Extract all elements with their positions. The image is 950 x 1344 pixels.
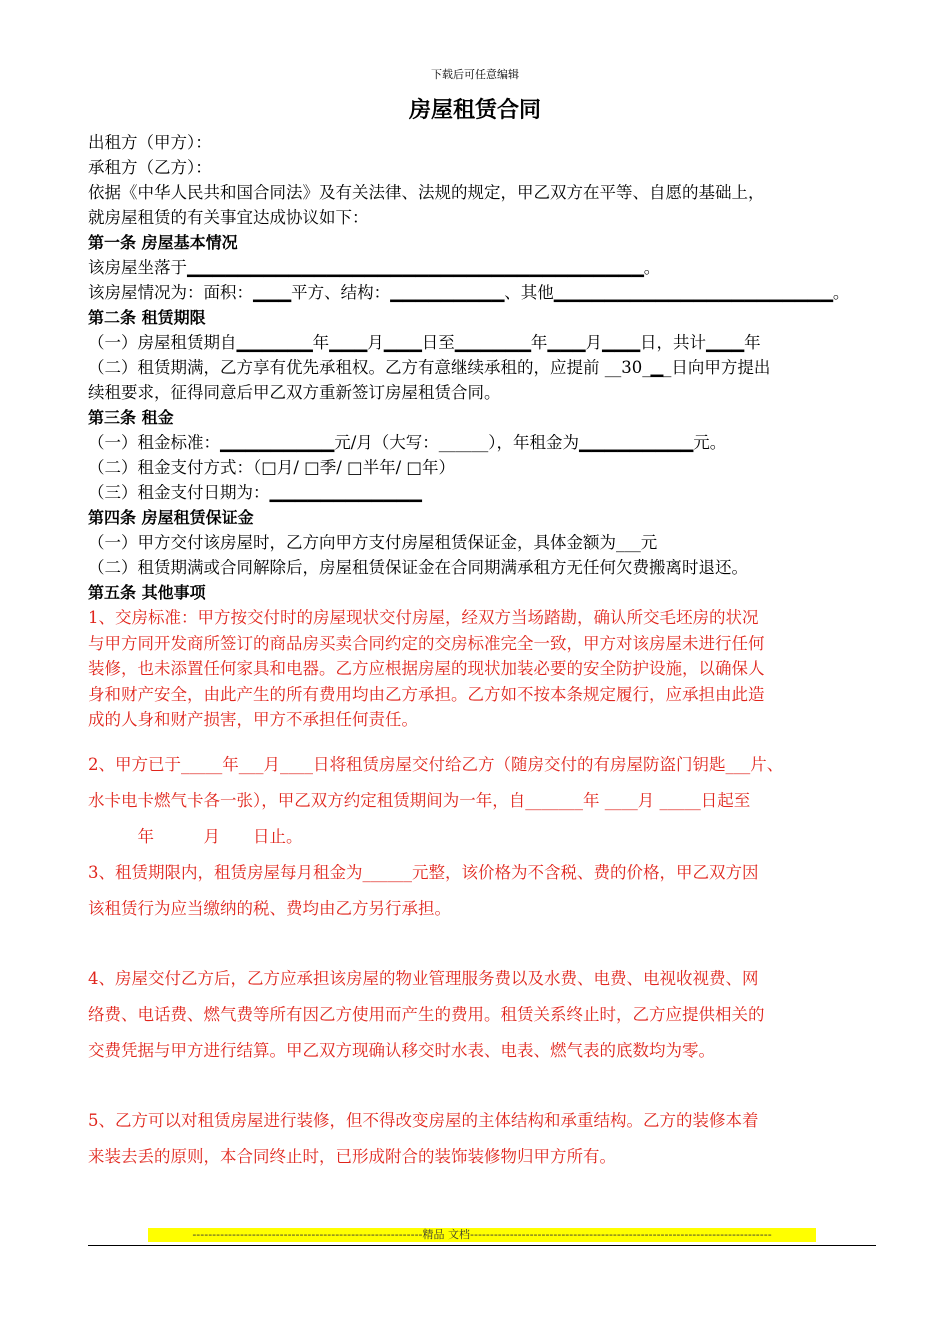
clause-line: （一）房屋租赁期自▁▁▁▁▁▁年▁▁▁月▁▁▁日至▁▁▁▁▁▁年▁▁▁月▁▁▁日，共计▁▁▁年 bbox=[88, 333, 761, 352]
other-matter-line: 3、租赁期限内，租赁房屋每月租金为______元整，该价格为不含税、费的价格，甲乙双方因 bbox=[88, 862, 759, 882]
other-matter-item bbox=[88, 961, 888, 1069]
other-matter-line: 身和财产安全，由此产生的所有费用均由乙方承担。乙方如不按本条规定履行，应承担由此造 bbox=[88, 684, 765, 704]
section-heading: 第一条 房屋基本情况 bbox=[88, 233, 238, 252]
other-matter-line: 2、甲方已于_____年___月____日将租赁房屋交付给乙方（随房交付的有房屋防盗门钥匙___片、 bbox=[88, 754, 784, 774]
clause-line: （二）租赁期满或合同解除后，房屋租赁保证金在合同期满承租方无任何欠费搬离时退还。 bbox=[88, 558, 748, 577]
clause-line: （一）甲方交付该房屋时，乙方向甲方支付房屋租赁保证金，具体金额为___元 bbox=[88, 533, 658, 552]
section-heading: 第三条 租金 bbox=[88, 408, 174, 427]
clause-line: 依据《中华人民共和国合同法》及有关法律、法规的规定，甲乙双方在平等、自愿的基础上， bbox=[88, 183, 765, 202]
clause-line: （二）租金支付方式：（□月/ □季/ □半年/ □年） bbox=[88, 458, 456, 477]
other-matter-line: 水卡电卡燃气卡各一张），甲乙双方约定租赁期间为一年，自_______年 ____月 _____日起至 bbox=[88, 790, 751, 810]
other-matter-line: 1、交房标准：甲方按交付时的房屋现状交付房屋，经双方当场踏勘，确认所交毛坯房的状况 bbox=[88, 608, 759, 627]
clause-line: 承租方（乙方）： bbox=[88, 158, 212, 177]
other-matter-item bbox=[88, 747, 888, 855]
document-title: 房屋租赁合同 bbox=[408, 97, 541, 123]
other-matter-line: 装修，也未添置任何家具和电器。乙方应根据房屋的现状加装必要的安全防护设施，以确保人 bbox=[88, 659, 765, 678]
other-matter-line: 交费凭据与甲方进行结算。甲乙双方现确认移交时水表、电表、燃气表的底数均为零。 bbox=[88, 1040, 715, 1060]
footer-watermark: ----------------------------------------------------------精品 文档---------------------------------------------------------------------------- bbox=[148, 1228, 816, 1242]
other-matter-line: 成的人身和财产损害，甲方不承担任何责任。 bbox=[88, 710, 418, 729]
clause-line: 就房屋租赁的有关事宜达成协议如下： bbox=[88, 208, 369, 227]
section-heading: 第二条 租赁期限 bbox=[88, 308, 206, 327]
clause-line: （二）租赁期满，乙方享有优先承租权。乙方有意继续承租的，应提前 __30_▁_日向甲方提出 bbox=[88, 358, 771, 377]
other-matter-line: 该租赁行为应当缴纳的税、费均由乙方另行承担。 bbox=[88, 898, 451, 918]
other-matter-item bbox=[88, 855, 888, 927]
other-matter-line: 4、房屋交付乙方后，乙方应承担该房屋的物业管理服务费以及水费、电费、电视收视费、网 bbox=[88, 968, 759, 988]
section-heading: 第四条 房屋租赁保证金 bbox=[88, 508, 254, 527]
other-matter-item bbox=[88, 1103, 888, 1175]
header-note: 下载后可任意编辑 bbox=[431, 68, 519, 81]
clause-line: （一）租金标准：▁▁▁▁▁▁▁▁▁元/月（大写：______），年租金为▁▁▁▁▁▁▁▁▁元。 bbox=[88, 433, 727, 452]
other-matter-line: 年 月 日止。 bbox=[88, 826, 303, 846]
other-matter-line: 5、乙方可以对租赁房屋进行装修，但不得改变房屋的主体结构和承重结构。乙方的装修本着 bbox=[88, 1110, 759, 1130]
section-heading: 第五条 其他事项 bbox=[88, 583, 206, 602]
clause-line: 该房屋情况为：面积：▁▁▁平方、结构：▁▁▁▁▁▁▁▁▁、其他▁▁▁▁▁▁▁▁▁▁▁▁▁▁▁▁▁▁▁▁▁▁。 bbox=[88, 283, 850, 302]
clause-line: 出租方（甲方）： bbox=[88, 133, 212, 152]
clause-line: （三）租金支付日期为：▁▁▁▁▁▁▁▁▁▁▁▁ bbox=[88, 483, 422, 502]
contract-body bbox=[88, 130, 888, 1175]
other-matter-line: 络费、电话费、燃气费等所有因乙方使用而产生的费用。租赁关系终止时，乙方应提供相关的 bbox=[88, 1004, 765, 1024]
contract-clauses bbox=[88, 130, 888, 605]
clause-line: 续租要求，征得同意后甲乙双方重新签订房屋租赁合同。 bbox=[88, 383, 501, 402]
other-matter-item bbox=[88, 605, 888, 733]
other-matter-line: 来装去丢的原则，本合同终止时，已形成附合的装饰装修物归甲方所有。 bbox=[88, 1146, 616, 1166]
other-matter-line: 与甲方同开发商所签订的商品房买卖合同约定的交房标准完全一致，甲方对该房屋未进行任何 bbox=[88, 633, 765, 653]
footer-divider bbox=[88, 1245, 876, 1246]
clause-line: 该房屋坐落于▁▁▁▁▁▁▁▁▁▁▁▁▁▁▁▁▁▁▁▁▁▁▁▁▁▁▁▁▁▁▁▁▁▁▁▁。 bbox=[88, 258, 661, 277]
other-matters bbox=[88, 605, 888, 1175]
